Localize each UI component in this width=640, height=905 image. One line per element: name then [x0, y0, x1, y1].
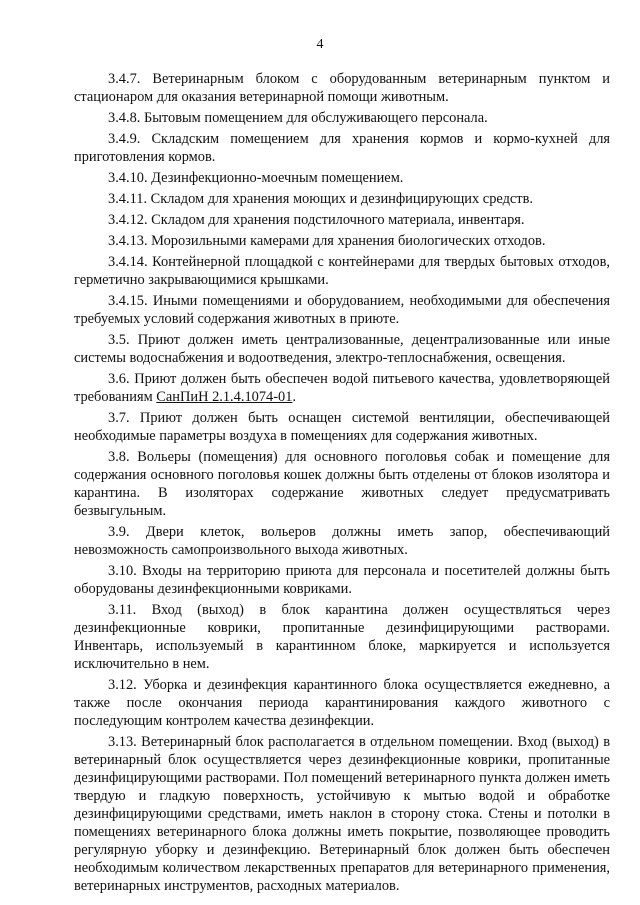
paragraph-3-4-12: 3.4.12. Складом для хранения подстилочного материала, инвентаря.: [108, 212, 525, 228]
paragraph-3-11: 3.11. Вход (выход) в блок карантина должен осуществляться через дезинфекционные коврики, пропитанные дезинфицирующими растворами. Инвентарь, используемый в карантинном блоке, маркируется и используется исключительно в нем.: [74, 602, 610, 672]
page-number: 4: [316, 37, 324, 52]
paragraph-3-4-14: 3.4.14. Контейнерной площадкой с контейнерами для твердых бытовых отходов, герметично закрывающимися крышками.: [74, 254, 610, 288]
sanpin-link[interactable]: СанПиН 2.1.4.1074-01: [156, 389, 293, 405]
paragraph-3-6: [74, 370, 610, 406]
paragraph-3-4-10: 3.4.10. Дезинфекционно-моечным помещением.: [108, 170, 404, 186]
paragraph-3-7: 3.7. Приют должен быть оснащен системой вентиляции, обеспечивающей необходимые параметры воздуха в помещениях для содержания животных.: [74, 410, 610, 444]
paragraph-3-4-15: 3.4.15. Иными помещениями и оборудованием, необходимыми для обеспечения требуемых условий содержания животных в приюте.: [74, 293, 610, 327]
paragraph-3-4-13: 3.4.13. Морозильными камерами для хранения биологических отходов.: [108, 233, 546, 249]
paragraph-3-4-8: 3.4.8. Бытовым помещением для обслуживающего персонала.: [108, 110, 488, 126]
paragraph-3-5: 3.5. Приют должен иметь централизованные, децентрализованные или иные системы водоснабжения и водоотведения, электро-теплоснабжения, освещения.: [74, 332, 610, 366]
document-body: [74, 70, 610, 898]
paragraph-3-8: 3.8. Вольеры (помещения) для основного поголовья собак и помещение для содержания основного поголовья кошек должны быть отделены от блоков изолятора и карантина. В изоляторах содержание животных следует предусматривать безвыгульным.: [74, 449, 610, 519]
paragraph-3-9: 3.9. Двери клеток, вольеров должны иметь запор, обеспечивающий невозможность самопроизвольного выхода животных.: [74, 524, 610, 558]
paragraph-3-10: 3.10. Входы на территорию приюта для персонала и посетителей должны быть оборудованы дезинфекционными ковриками.: [74, 563, 610, 597]
paragraph-3-13: 3.13. Ветеринарный блок располагается в отдельном помещении. Вход (выход) в ветеринарный блок осуществляется через дезинфекционные коврики, пропитанные дезинфицирующими растворами. Пол помещений ветеринарного пункта должен иметь твердую и гладкую поверхность, устойчивую к мытью водой и обработке дезинфицирующими средствами, иметь наклон в сторону стока. Стены и потолки в помещениях ветеринарного блока должны иметь покрытие, позволяющее проводить регулярную уборку и дезинфекцию. Ветеринарный блок должен быть обеспечен необходимым количеством лекарственных препаратов для ветеринарного применения, ветеринарных инструментов, расходных материалов.: [74, 734, 610, 894]
paragraph-3-6-end: .: [292, 389, 297, 405]
paragraph-3-12: 3.12. Уборка и дезинфекция карантинного блока осуществляется ежедневно, а также после окончания периода карантинирования каждого животного с последующим контролем качества дезинфекции.: [74, 677, 610, 729]
paragraph-3-4-11: 3.4.11. Складом для хранения моющих и дезинфицирующих средств.: [108, 191, 533, 207]
paragraph-3-4-7: 3.4.7. Ветеринарным блоком с оборудованным ветеринарным пунктом и стационаром для оказания ветеринарной помощи животным.: [74, 71, 610, 105]
paragraph-3-4-9: 3.4.9. Складским помещением для хранения кормов и кормо-кухней для приготовления кормов.: [74, 131, 610, 165]
paragraph-3-6-text: 3.6. Приют должен быть обеспечен водой питьевого качества, удовлетворяющей требованиям: [74, 371, 610, 405]
